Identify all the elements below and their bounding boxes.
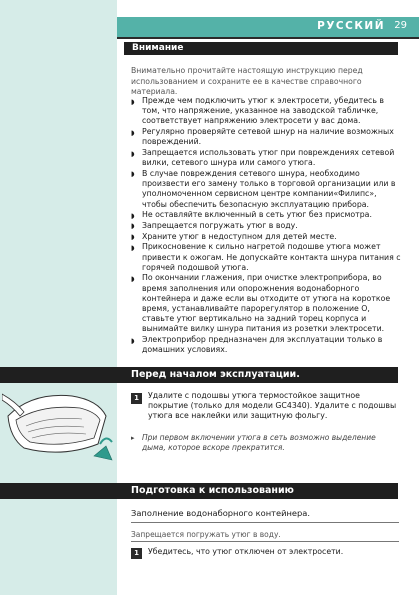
step-text: Удалите с подошвы утюга термостойкое защитное покрытие (только для модели GC4340). Удалите с подошвы утюга все наклейки или защитную фольгу. — [148, 391, 397, 421]
list-item — [131, 127, 401, 147]
bullet-icon: ◗ — [131, 222, 135, 231]
language-bar — [117, 17, 419, 37]
note-content: При первом включении утюга в сеть возможно выделение дыма, которое вскоре прекратится. — [142, 433, 376, 452]
list-item-text: Не оставляйте включенный в сеть утюг без присмотра. — [142, 210, 372, 220]
bullet-icon: ◗ — [131, 336, 135, 345]
divider — [131, 522, 399, 523]
list-item-text: Запрещается погружать утюг в воду. — [142, 220, 298, 230]
section-title: Перед началом эксплуатации. — [131, 369, 300, 380]
bullet-icon: ◗ — [131, 128, 135, 137]
warning-line: Запрещается погружать утюг в воду. — [131, 530, 281, 539]
list-item — [131, 273, 401, 334]
step-number-badge: 1 — [131, 393, 142, 404]
list-item-text: В случае повреждения сетевого шнура, необходимо произвести его замену только в торговой организации или в уполномоченном сервисном центре компании«Филипс», чтобы обеспечить безопасную эксплуатацию прибора. — [142, 168, 396, 209]
list-item-text: Регулярно проверяйте сетевой шнур на наличие возможных повреждений. — [142, 127, 394, 147]
list-item — [131, 221, 401, 231]
warning-intro: Внимательно прочитайте настоящую инструкцию перед использованием и сохраните ее в качестве справочного материала. — [131, 66, 363, 96]
warning-list — [131, 96, 401, 356]
iron-soleplate-illustration — [2, 386, 114, 472]
note-text — [131, 433, 390, 453]
step-number-badge: 1 — [131, 548, 142, 559]
subsection-title: Заполнение водонаборного контейнера. — [131, 508, 310, 518]
bullet-icon: ◗ — [131, 97, 135, 106]
step-text: Убедитесь, что утюг отключен от электросети. — [148, 547, 344, 556]
left-margin-band — [0, 0, 117, 595]
section-title: Подготовка к использованию — [131, 485, 294, 496]
language-label: РУССКИЙ — [317, 20, 385, 32]
section-header-before-use — [0, 367, 398, 383]
list-item-text: Электроприбор предназначен для эксплуатации только в домашних условиях. — [142, 335, 383, 355]
list-item — [131, 242, 401, 273]
list-item — [131, 335, 401, 355]
list-item-text: Прежде чем подключить утюг к электросети, убедитесь в том, что напряжение, указанное на заводской табличке, соответствует напряжению электросети у вас дома. — [142, 96, 385, 126]
list-item-text: Прикосновение к сильно нагретой подошве утюга может привести к ожогам. Не допускайте контакта шнура питания с горячей подошвой утюга. — [142, 242, 401, 272]
list-item — [131, 210, 401, 220]
list-item-text: Храните утюг в недоступном для детей месте. — [142, 231, 337, 241]
bullet-icon: ◗ — [131, 211, 135, 220]
bullet-icon: ◗ — [131, 233, 135, 242]
list-item-text: По окончании глажения, при очистке электроприбора, во время заполнения или опорожнения водонаборного контейнера и даже если вы отходите от утюга на короткое время, устанавливайте парорегулятор в положение O, ставьте утюг вертикально на задний торец корпуса и вынимайте вилку шнура питания из розетки электросети. — [142, 273, 391, 334]
list-item-text: Запрещается использовать утюг при повреждениях сетевой вилки, сетевого шнура или самого утюга. — [142, 148, 395, 168]
section-header-warning — [124, 42, 398, 55]
bullet-icon: ◗ — [131, 170, 135, 179]
bullet-icon: ◗ — [131, 274, 135, 283]
list-item — [131, 96, 401, 127]
list-item — [131, 232, 401, 242]
bullet-icon: ▸ — [131, 434, 135, 442]
top-rule — [117, 37, 419, 39]
section-title: Внимание — [132, 43, 184, 53]
bullet-icon: ◗ — [131, 149, 135, 158]
bullet-icon: ◗ — [131, 243, 135, 252]
list-item — [131, 148, 401, 168]
list-item — [131, 169, 401, 210]
page-number: 29 — [394, 20, 407, 31]
divider — [131, 541, 399, 542]
section-header-preparation — [0, 483, 398, 499]
